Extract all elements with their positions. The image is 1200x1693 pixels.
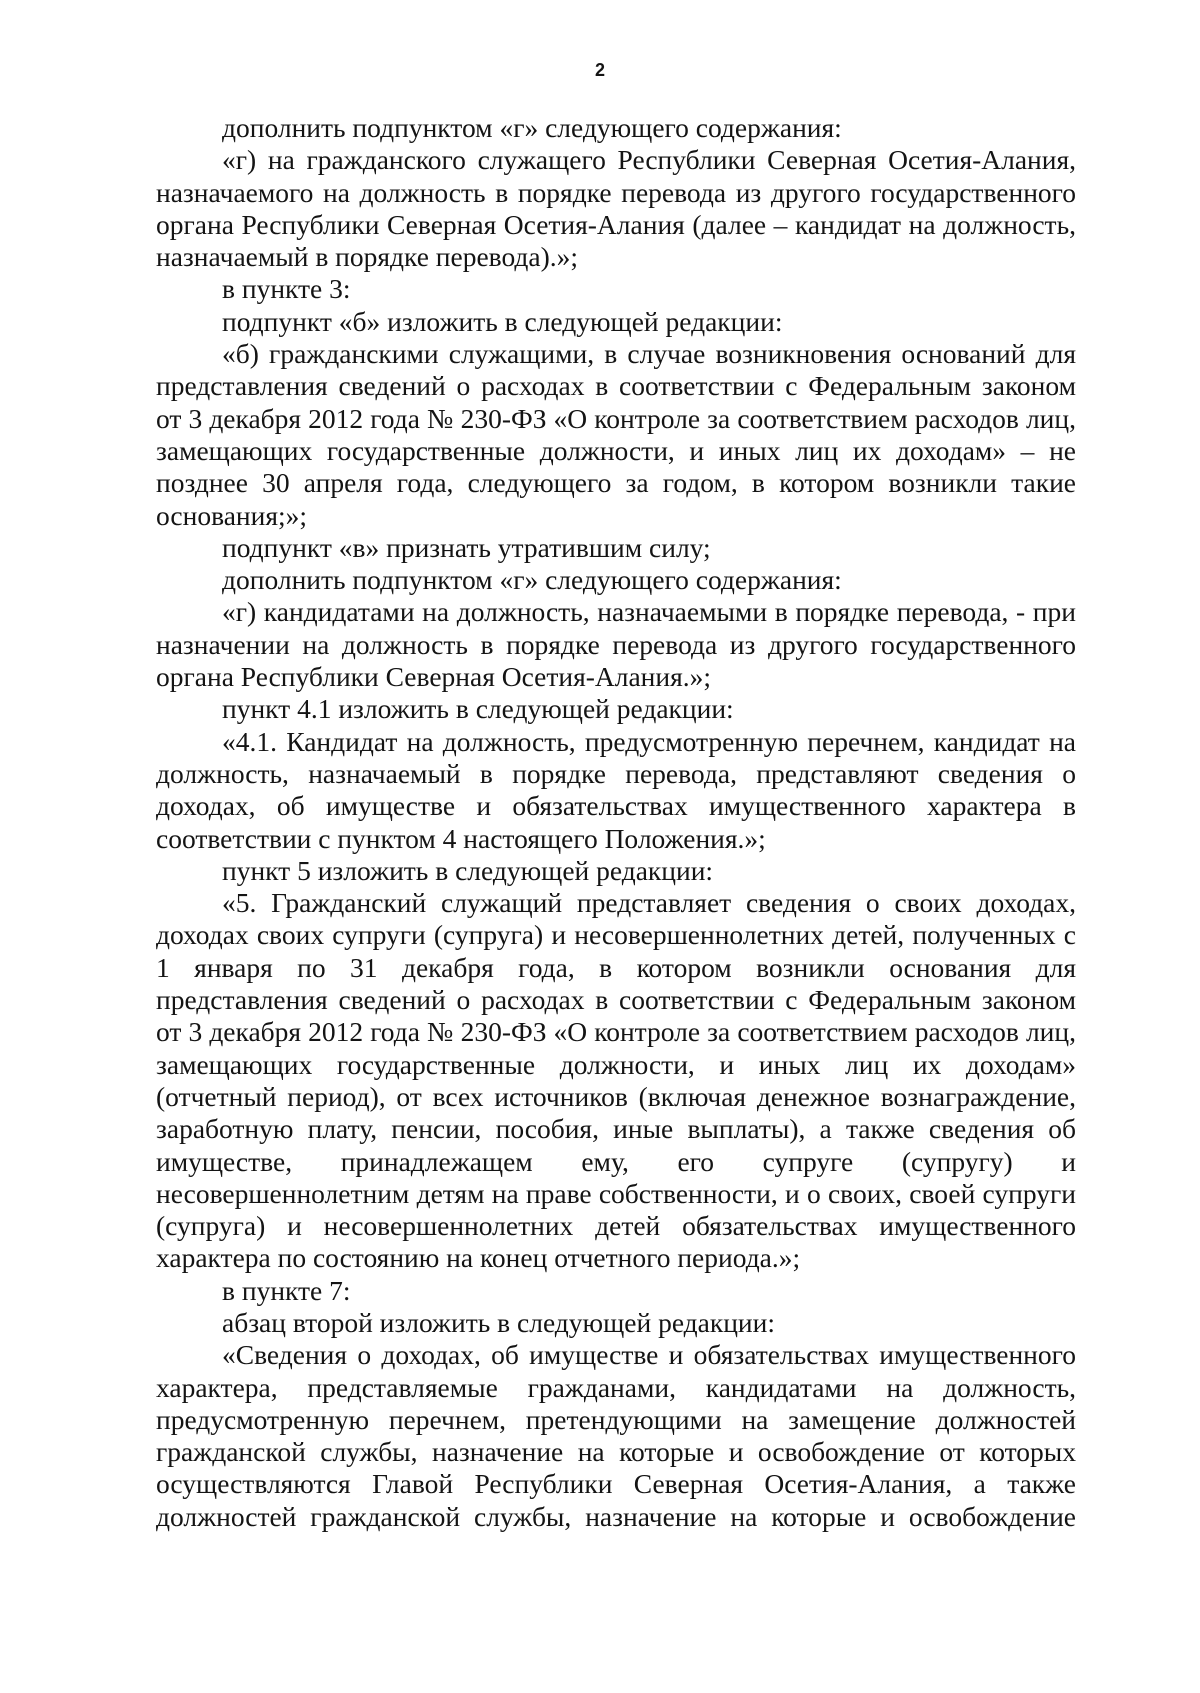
paragraph-subpoint-g-candidates: «г) кандидатами на должность, назначаемыми в порядке перевода, - при назначении на должность в порядке перевода из другого государственного органа Республики Северная Осетия-Алания.»; xyxy=(156,596,1076,693)
paragraph-in-point-3: в пункте 3: xyxy=(222,273,351,305)
paragraph-subpoint-b-text: «б) гражданскими служащими, в случае возникновения оснований для представления сведений о расходах в соответствии с Федеральным законом от 3 декабря 2012 года № 230-ФЗ «О контроле за соответствием расходов лиц, замещающих государственные должности, и иных лиц их доходам» – не позднее 30 апреля года, следующего за годом, в котором возникли такие основания;»; xyxy=(156,338,1076,531)
paragraph-second-abzac-text: «Сведения о доходах, об имуществе и обязательствах имущественного характера, представляемые гражданами, кандидатами на должность, предусмотренную перечнем, претендующими на замещение должностей гражданской службы, назначение на которые и освобождение от которых осуществляются Главой Республики Северная Осетия-Алания, а также должностей гражданской службы, назначение на которые и освобождение xyxy=(156,1339,1076,1532)
paragraph-add-subpoint-g-2: дополнить подпунктом «г» следующего содержания: xyxy=(222,564,842,596)
page-number: 2 xyxy=(594,60,605,80)
document-body xyxy=(156,112,1076,1533)
paragraph-point-5-heading: пункт 5 изложить в следующей редакции: xyxy=(222,854,714,886)
paragraph-point-4-1-heading: пункт 4.1 изложить в следующей редакции: xyxy=(222,693,734,725)
paragraph-in-point-7: в пункте 7: xyxy=(222,1274,351,1306)
paragraph-second-abzac-heading: абзац второй изложить в следующей редакции: xyxy=(222,1306,776,1338)
paragraph-subpoint-v-repealed: подпункт «в» признать утратившим силу; xyxy=(222,531,711,563)
paragraph-point-5-text: «5. Гражданский служащий представляет сведения о своих доходах, доходах своих супруги (супруга) и несовершеннолетних детей, полученных с 1 января по 31 декабря года, в котором возникли основания для представления сведений о расходах в соответствии с Федеральным законом от 3 декабря 2012 года № 230-ФЗ «О контроле за соответствием расходов лиц, замещающих государственные должности, и иных лиц их доходам» (отчетный период), от всех источников (включая денежное вознаграждение, заработную плату, пенсии, пособия, иные выплаты), а также сведения об имуществе, принадлежащем ему, его супруге (супругу) и несовершеннолетним детям на праве собственности, и о своих, своей супруги (супруга) и несовершеннолетних детей обязательствах имущественного характера по состоянию на конец отчетного периода.»; xyxy=(156,887,1076,1274)
paragraph-add-subpoint-g: дополнить подпунктом «г» следующего содержания: xyxy=(222,112,842,143)
paragraph-subpoint-g-text: «г) на гражданского служащего Республики Северная Осетия-Алания, назначаемого на должность в порядке перевода из другого государственного органа Республики Северная Осетия-Алания (далее – кандидат на должность, назначаемый в порядке перевода).»; xyxy=(156,144,1076,273)
paragraph-point-4-1-text: «4.1. Кандидат на должность, предусмотренную перечнем, кандидат на должность, назначаемый в порядке перевода, представляют сведения о доходах, об имуществе и обязательствах имущественного характера в соответствии с пунктом 4 настоящего Положения.»; xyxy=(156,725,1076,854)
paragraph-subpoint-b-heading: подпункт «б» изложить в следующей редакции: xyxy=(222,305,783,337)
